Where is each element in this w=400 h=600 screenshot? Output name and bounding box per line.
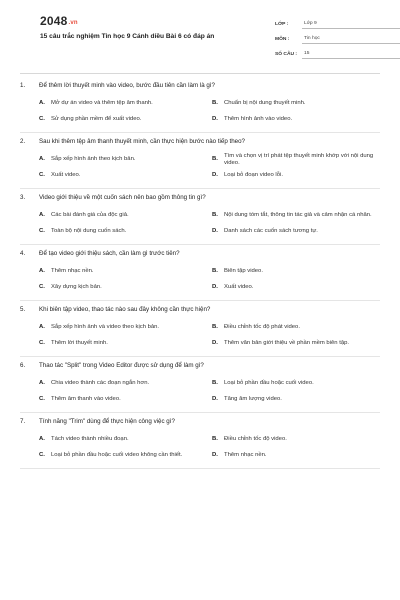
answer-option[interactable]: [212, 392, 380, 408]
answer-letter: D.: [212, 228, 218, 235]
question-divider: [20, 468, 380, 469]
answer-letter: A.: [39, 212, 45, 219]
answer-letter: D.: [212, 340, 218, 347]
answer-text: Thêm lời thuyết minh.: [51, 340, 108, 347]
answer-option[interactable]: [212, 280, 380, 296]
answer-letter: C.: [39, 340, 45, 347]
question-number: 6.: [20, 362, 26, 369]
question-divider: [20, 412, 380, 413]
answer-text: Thêm nhạc nền.: [224, 452, 267, 459]
answer-option[interactable]: [212, 152, 380, 168]
answer-letter: B.: [212, 324, 218, 331]
answer-text: Biên tập video.: [224, 268, 263, 275]
question-number: 4.: [20, 250, 26, 257]
answer-text: Mở dự án video và thêm tệp âm thanh.: [51, 100, 153, 107]
meta-info: [275, 14, 400, 59]
question-divider: [20, 132, 380, 133]
answer-option[interactable]: [212, 320, 380, 336]
answer-letter: D.: [212, 396, 218, 403]
answer-text: Loại bỏ đoạn video lỗi.: [224, 172, 283, 179]
answer-option[interactable]: [212, 376, 380, 392]
answer-letter: A.: [39, 100, 45, 107]
answer-letter: C.: [39, 452, 45, 459]
answer-letter: A.: [39, 268, 45, 275]
answer-option[interactable]: [39, 152, 212, 168]
answer-grid: [39, 432, 380, 464]
answer-letter: D.: [212, 116, 218, 123]
answer-letter: B.: [212, 156, 218, 163]
answer-text: Sắp xếp hình ảnh theo kịch bản.: [51, 156, 136, 163]
answer-option[interactable]: [39, 264, 212, 280]
answer-option[interactable]: [212, 96, 380, 112]
answer-text: Loại bỏ phần đầu hoặc cuối video không cần thiết.: [51, 452, 183, 459]
answer-letter: C.: [39, 116, 45, 123]
question-text: Video giới thiệu về một cuốn sách nên bao gồm thông tin gì?: [39, 194, 206, 201]
answer-text: Toàn bộ nội dung cuốn sách.: [51, 228, 127, 235]
question-divider: [20, 188, 380, 189]
question-text-row: [20, 416, 380, 426]
answer-letter: C.: [39, 396, 45, 403]
answer-option[interactable]: [39, 168, 212, 184]
logo-text: 2048: [40, 14, 68, 28]
question-divider: [20, 244, 380, 245]
question-text-row: [20, 304, 380, 314]
answer-text: Thêm âm thanh vào video.: [51, 396, 121, 403]
answer-text: Thêm hình ảnh vào video.: [224, 116, 293, 123]
answer-text: Các bài đánh giá của độc giả.: [51, 212, 129, 219]
answer-text: Sử dụng phần mềm để xuất video.: [51, 116, 142, 123]
answer-option[interactable]: [39, 96, 212, 112]
meta-label: SỐ CÂU :: [275, 52, 298, 57]
answer-option[interactable]: [39, 208, 212, 224]
meta-value: Tin học: [302, 36, 400, 44]
answer-text: Thêm văn bản giới thiệu về phần mềm biên tập.: [224, 340, 350, 347]
answer-letter: A.: [39, 156, 45, 163]
answer-letter: D.: [212, 284, 218, 291]
answer-option[interactable]: [212, 448, 380, 464]
answer-grid: [39, 320, 380, 352]
answer-option[interactable]: [212, 168, 380, 184]
answer-text: Loại bỏ phần đầu hoặc cuối video.: [224, 380, 314, 387]
question-item: [20, 80, 380, 133]
answer-option[interactable]: [212, 264, 380, 280]
question-text: Để thêm lời thuyết minh vào video, bước đầu tiên cần làm là gì?: [39, 82, 215, 89]
question-item: [20, 360, 380, 413]
answer-letter: C.: [39, 284, 45, 291]
logo-domain: .vn: [68, 20, 78, 26]
question-number: 1.: [20, 82, 26, 89]
answer-text: Nội dung tóm tắt, thông tin tác giả và cảm nhận cá nhân.: [224, 212, 372, 219]
answer-text: Xây dựng kịch bản.: [51, 284, 102, 291]
question-number: 5.: [20, 306, 26, 313]
meta-value: 15: [302, 51, 400, 59]
answer-option[interactable]: [212, 112, 380, 128]
answer-letter: A.: [39, 436, 45, 443]
answer-option[interactable]: [212, 432, 380, 448]
answer-letter: B.: [212, 436, 218, 443]
answer-letter: A.: [39, 324, 45, 331]
answer-option[interactable]: [39, 376, 212, 392]
meta-label: LỚP :: [275, 22, 289, 27]
answer-letter: D.: [212, 172, 218, 179]
answer-letter: B.: [212, 380, 218, 387]
answer-text: Tách video thành nhiều đoạn.: [51, 436, 129, 443]
answer-grid: [39, 208, 380, 240]
question-divider: [20, 356, 380, 357]
answer-letter: B.: [212, 100, 218, 107]
question-text-row: [20, 80, 380, 90]
question-item: [20, 192, 380, 245]
document-title: 15 câu trắc nghiệm Tin học 9 Cánh diều Bài 6 có đáp án: [40, 33, 215, 40]
question-item: [20, 304, 380, 357]
question-text: Để tạo video giới thiệu sách, cần làm gì trước tiên?: [39, 250, 180, 257]
meta-row-subject: [275, 29, 400, 44]
question-text-row: [20, 360, 380, 370]
answer-text: Chia video thành các đoạn ngắn hơn.: [51, 380, 150, 387]
question-text: Tính năng "Trim" dùng để thực hiện công việc gì?: [39, 418, 175, 425]
answer-grid: [39, 264, 380, 296]
question-text: Khi biên tập video, thao tác nào sau đây không cần thực hiện?: [39, 306, 211, 313]
answer-letter: A.: [39, 380, 45, 387]
answer-option[interactable]: [39, 112, 212, 128]
answer-option[interactable]: [39, 280, 212, 296]
meta-value: Lớp 9: [302, 21, 400, 29]
question-item: [20, 416, 380, 469]
question-text: Thao tác "Split" trong Video Editor được sử dụng để làm gì?: [39, 362, 204, 369]
question-item: [20, 248, 380, 301]
answer-text: Điều chỉnh tốc độ phát video.: [224, 324, 300, 331]
answer-grid: [39, 376, 380, 408]
answer-letter: B.: [212, 268, 218, 275]
question-number: 7.: [20, 418, 26, 425]
answer-text: Xuất video.: [224, 284, 254, 291]
answer-grid: [39, 152, 380, 184]
meta-row-class: [275, 14, 400, 29]
question-list: [20, 80, 380, 472]
question-text: Sau khi thêm tệp âm thanh thuyết minh, cần thực hiện bước nào tiếp theo?: [39, 138, 245, 145]
question-number: 2.: [20, 138, 26, 145]
answer-grid: [39, 96, 380, 128]
answer-text: Tăng âm lượng video.: [224, 396, 282, 403]
question-text-row: [20, 192, 380, 202]
answer-option[interactable]: [39, 336, 212, 352]
answer-letter: B.: [212, 212, 218, 219]
answer-option[interactable]: [39, 320, 212, 336]
question-number: 3.: [20, 194, 26, 201]
meta-row-count: [275, 44, 400, 59]
answer-option[interactable]: [39, 392, 212, 408]
answer-option[interactable]: [212, 336, 380, 352]
answer-text: Điều chỉnh tốc độ video.: [224, 436, 287, 443]
answer-text: Sắp xếp hình ảnh và video theo kịch bản.: [51, 324, 160, 331]
site-logo[interactable]: [40, 14, 78, 28]
answer-option[interactable]: [39, 224, 212, 240]
question-text-row: [20, 136, 380, 146]
answer-letter: C.: [39, 172, 45, 179]
answer-option[interactable]: [212, 208, 380, 224]
question-text-row: [20, 248, 380, 258]
header-divider: [20, 73, 380, 74]
answer-letter: D.: [212, 452, 218, 459]
question-item: [20, 136, 380, 189]
answer-text: Tìm và chọn vị trí phát tệp thuyết minh khớp với nội dung video.: [224, 152, 374, 166]
answer-text: Chuẩn bị nội dung thuyết minh.: [224, 100, 306, 107]
question-divider: [20, 300, 380, 301]
meta-label: MÔN :: [275, 37, 290, 42]
answer-option[interactable]: [212, 224, 380, 240]
document-header: [20, 0, 380, 60]
answer-letter: C.: [39, 228, 45, 235]
answer-text: Danh sách các cuốn sách tương tự.: [224, 228, 318, 235]
answer-text: Thêm nhạc nền.: [51, 268, 94, 275]
answer-text: Xuất video.: [51, 172, 81, 179]
answer-option[interactable]: [39, 432, 212, 448]
answer-option[interactable]: [39, 448, 212, 464]
